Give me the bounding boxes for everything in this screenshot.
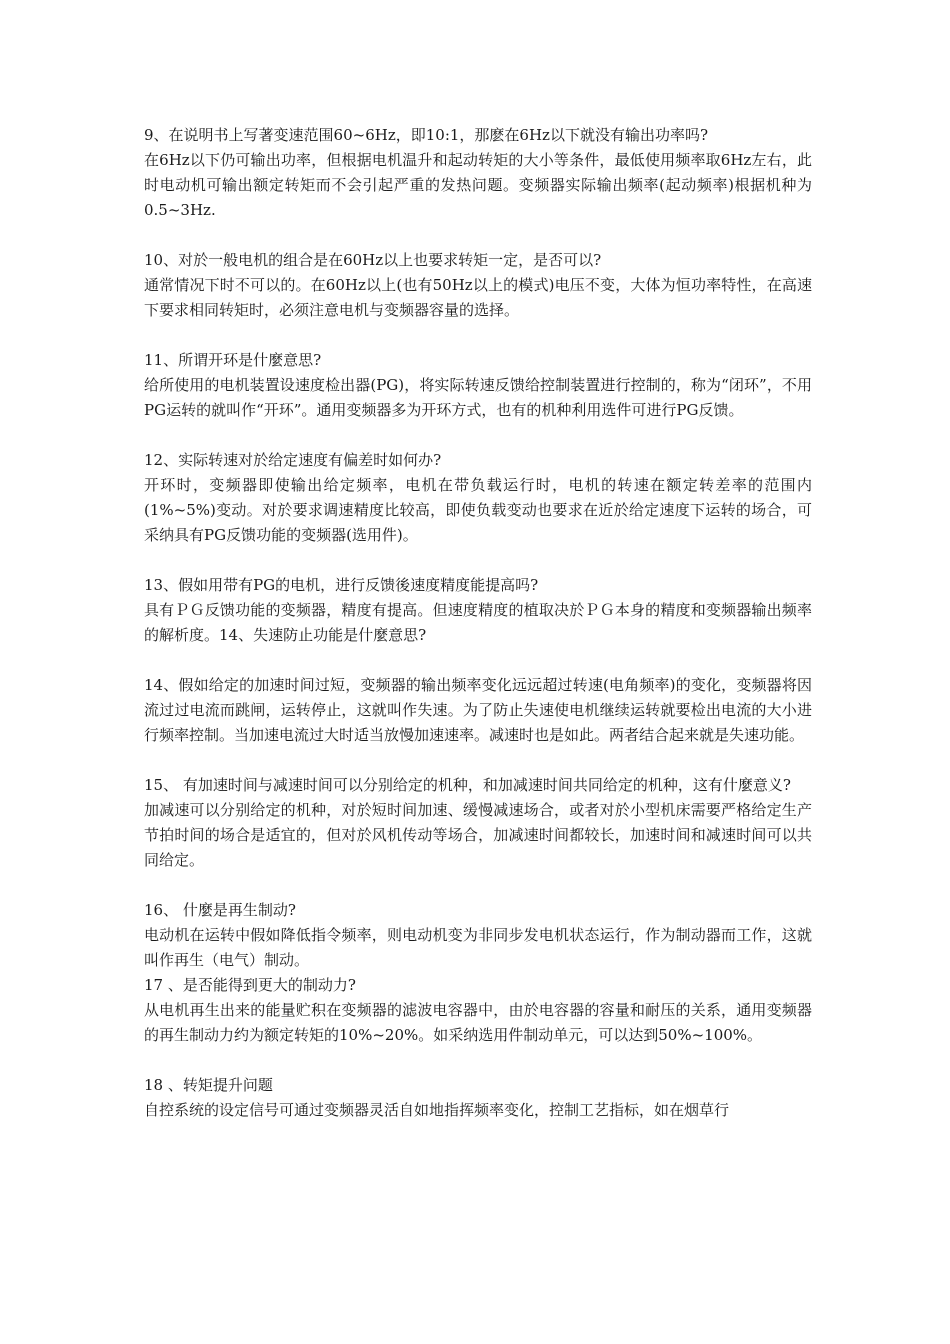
answer-12: 开环时，变频器即使输出给定频率，电机在带负载运行时，电机的转速在额定转差率的范围内(1%~5%)变动。对於要求调速精度比较高，即使负载变动也要求在近於给定速度下运转的场合，可采纳具有PG反馈功能的变频器(选用件)。 (144, 476, 812, 544)
answer-10: 通常情况下时不可以的。在60Hz以上(也有50Hz以上的模式)电压不变，大体为恒功率特性，在高速下要求相同转矩时，必须注意电机与变频器容量的选择。 (144, 276, 812, 319)
answer-9: 在6Hz以下仍可输出功率，但根据电机温升和起动转矩的大小等条件，最低使用频率取6Hz左右，此时电动机可输出额定转矩而不会引起严重的发热问题。变频器实际输出频率(起动频率)根据机种为0.5~3Hz. (144, 151, 812, 219)
question-17: 17 、是否能得到更大的制动力? (144, 976, 356, 994)
faq-item-12 (144, 448, 812, 548)
answer-17: 从电机再生出来的能量贮积在变频器的滤波电容器中，由於电容器的容量和耐压的关系，通用变频器的再生制动力约为额定转矩的10%~20%。如采纳选用件制动单元，可以达到50%~100%。 (144, 1001, 812, 1044)
question-18: 18 、转矩提升问题 (144, 1076, 273, 1094)
faq-item-9 (144, 123, 812, 223)
question-15: 15、 有加速时间与减速时间可以分别给定的机种，和加减速时间共同给定的机种，这有什麼意义? (144, 776, 791, 794)
faq-item-18 (144, 1073, 812, 1123)
answer-13: 具有ＰＧ反馈功能的变频器，精度有提高。但速度精度的植取决於ＰＧ本身的精度和变频器输出频率的解析度。14、失速防止功能是什麼意思? (144, 601, 812, 644)
faq-item-14 (144, 673, 812, 748)
answer-11: 给所使用的电机装置设速度检出器(PG)，将实际转速反馈给控制装置进行控制的，称为“闭环”，不用PG运转的就叫作“开环”。通用变频器多为开环方式，也有的机种利用选件可进行PG反馈。 (144, 376, 812, 419)
faq-item-10 (144, 248, 812, 323)
question-13: 13、假如用带有PG的电机，进行反馈後速度精度能提高吗? (144, 576, 539, 594)
question-11: 11、所谓开环是什麼意思? (144, 351, 322, 369)
faq-item-13 (144, 573, 812, 648)
document-body (144, 123, 812, 1123)
faq-item-11 (144, 348, 812, 423)
answer-18: 自控系统的设定信号可通过变频器灵活自如地指挥频率变化，控制工艺指标，如在烟草行 (144, 1101, 730, 1119)
question-9: 9、在说明书上写著变速范围60~6Hz，即10:1，那麽在6Hz以下就没有输出功率吗? (144, 126, 708, 144)
question-10: 10、对於一般电机的组合是在60Hz以上也要求转矩一定，是否可以? (144, 251, 602, 269)
question-16: 16、 什麼是再生制动? (144, 901, 296, 919)
faq-item-15 (144, 773, 812, 873)
question-12: 12、实际转速对於给定速度有偏差时如何办? (144, 451, 442, 469)
faq-item-16 (144, 898, 812, 973)
answer-15: 加减速可以分别给定的机种，对於短时间加速、缓慢减速场合，或者对於小型机床需要严格给定生产节拍时间的场合是适宜的，但对於风机传动等场合，加减速时间都较长，加速时间和减速时间可以共同给定。 (144, 801, 812, 869)
faq-item-17 (144, 973, 812, 1048)
question-14: 14、假如给定的加速时间过短，变频器的输出频率变化远远超过转速(电角频率)的变化，变频器将因流过过电流而跳闸，运转停止，这就叫作失速。为了防止失速使电机继续运转就要检出电流的大小进行频率控制。当加速电流过大时适当放慢加速速率。减速时也是如此。两者结合起来就是失速功能。 (144, 676, 812, 744)
answer-16: 电动机在运转中假如降低指令频率，则电动机变为非同步发电机状态运行，作为制动器而工作，这就叫作再生（电气）制动。 (144, 926, 812, 969)
